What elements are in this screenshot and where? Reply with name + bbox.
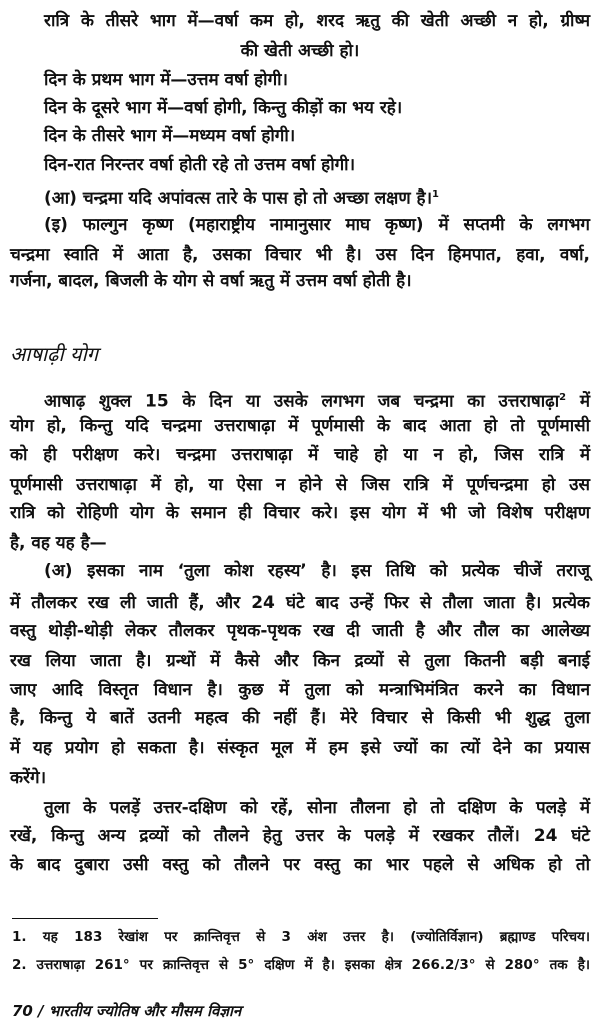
text-span: आषाढ़ शुक्ल 15 के दिन या उसके लगभग जब चन्द्रमा का उत्तराषाढ़ा	[44, 391, 560, 412]
text-line: दिन के दूसरे भाग में—वर्षा होगी, किन्तु कीड़ों का भय रहे।	[44, 98, 403, 118]
text-line: चन्द्रमा स्वाति में आता है, उसका विचार भी है। उस दिन हिमपात, हवा, वर्षा,	[10, 245, 590, 265]
text-line: करेंगे।	[10, 768, 47, 788]
text-line: (अ) इसका नाम ‘तुला कोश रहस्य’ है। इस तिथि को प्रत्येक चीजें तराजू	[44, 561, 590, 581]
text-line: रात्रि को रोहिणी योग के समान ही विचार करे। इस योग में भी जो विशेष परीक्षण	[10, 503, 590, 523]
text-span: (आ) चन्द्रमा यदि अपांवत्स तारे के पास हो तो अच्छा लक्षण है।	[44, 188, 433, 209]
text-line: (इ) फाल्गुन कृष्ण (महाराष्ट्रीय नामानुसार माघ कृष्ण) में सप्तमी के लगभग	[44, 215, 590, 235]
text-line: दिन के प्रथम भाग में—उत्तम वर्षा होगी।	[44, 70, 288, 90]
footnote-ref: 1	[432, 189, 439, 200]
text-line: को ही परीक्षण करे। चन्द्रमा उत्तराषाढ़ा में चाहे हो या न हो, जिस रात्रि में	[10, 445, 590, 465]
text-line: जाए आदि विस्तृत विधान है। कुछ में तुला को मन्त्राभिमंत्रित करने का विधान	[10, 680, 590, 700]
footnote-1: 1. यह 183 रेखांश पर क्रान्तिवृत्त से 3 अंश उत्तर है। (ज्योतिर्विज्ञान) ब्रह्माण्ड परिचय।	[12, 929, 590, 945]
text-line	[44, 183, 439, 211]
text-line: तुला के पलड़ें उत्तर-दक्षिण को रहें, सोना तौलना हो तो दक्षिण के पलड़े में	[44, 798, 590, 818]
text-line: योग हो, किन्तु यदि चन्द्रमा उत्तराषाढ़ा में पूर्णमासी के बाद आता हो तो पूर्णमासी	[10, 416, 590, 436]
page-footer: 70 / भारतीय ज्योतिष और मौसम विज्ञान	[12, 1002, 242, 1020]
text-line: में तौलकर रख ली जाती हैं, और 24 घंटे बाद उन्हें फिर से तौला जाता है। प्रत्येक	[10, 593, 590, 613]
footnote-divider	[12, 918, 158, 919]
footnote-2: 2. उत्तराषाढ़ा 261° पर क्रान्तिवृत्त से 5° दक्षिण में है। इसका क्षेत्र 266.2/3° से 280° तक है।	[12, 957, 590, 973]
text-line: पूर्णमासी उत्तराषाढ़ा में हो, या ऐसा न होने से जिस रात्रि में पूर्णचन्द्रमा हो उस	[10, 475, 590, 495]
text-line: की खेती अच्छी हो।	[240, 41, 360, 61]
text-line: गर्जना, बादल, बिजली के योग से वर्षा ऋतु में उत्तम वर्षा होती है।	[10, 271, 412, 291]
section-heading: आषाढ़ी योग	[10, 342, 99, 366]
text-line: दिन-रात निरन्तर वर्षा होती रहे तो उत्तम वर्षा होगी।	[44, 155, 356, 175]
text-line: दिन के तीसरे भाग में—मध्यम वर्षा होगी।	[44, 126, 296, 146]
text-line: रखें, किन्तु अन्य द्रव्यों को तौलने हेतु उत्तर के पलड़े में रखकर तौलें। 24 घंटे	[10, 826, 590, 846]
footnote-ref: 2	[559, 392, 567, 403]
text-line: में यह प्रयोग हो सकता है। संस्कृत मूल में हम इसे ज्यों का त्यों देने का प्रयास	[10, 738, 590, 758]
text-line: रख लिया जाता है। ग्रन्थों में कैसे और किन द्रव्यों से तुला कितनी बड़ी बनाई	[10, 651, 590, 671]
text-line: रात्रि के तीसरे भाग में—वर्षा कम हो, शरद ऋतु की खेती अच्छी न हो, ग्रीष्म	[44, 11, 590, 31]
text-span: में	[579, 391, 590, 412]
text-line: वस्तु थोड़ी-थोड़ी लेकर तौलकर पृथक-पृथक रख दी जाती है और तौल का आलेख्य	[10, 621, 590, 641]
text-line: है, किन्तु ये बातें उतनी महत्व की नहीं हैं। मेरे विचार से किसी भी शुद्ध तुला	[10, 708, 590, 728]
text-line: के बाद दुबारा उसी वस्तु को तौलने पर वस्तु का भार पहले से अधिक हो तो	[10, 855, 590, 875]
text-line	[44, 386, 590, 414]
text-line: है, वह यह है—	[10, 533, 107, 553]
